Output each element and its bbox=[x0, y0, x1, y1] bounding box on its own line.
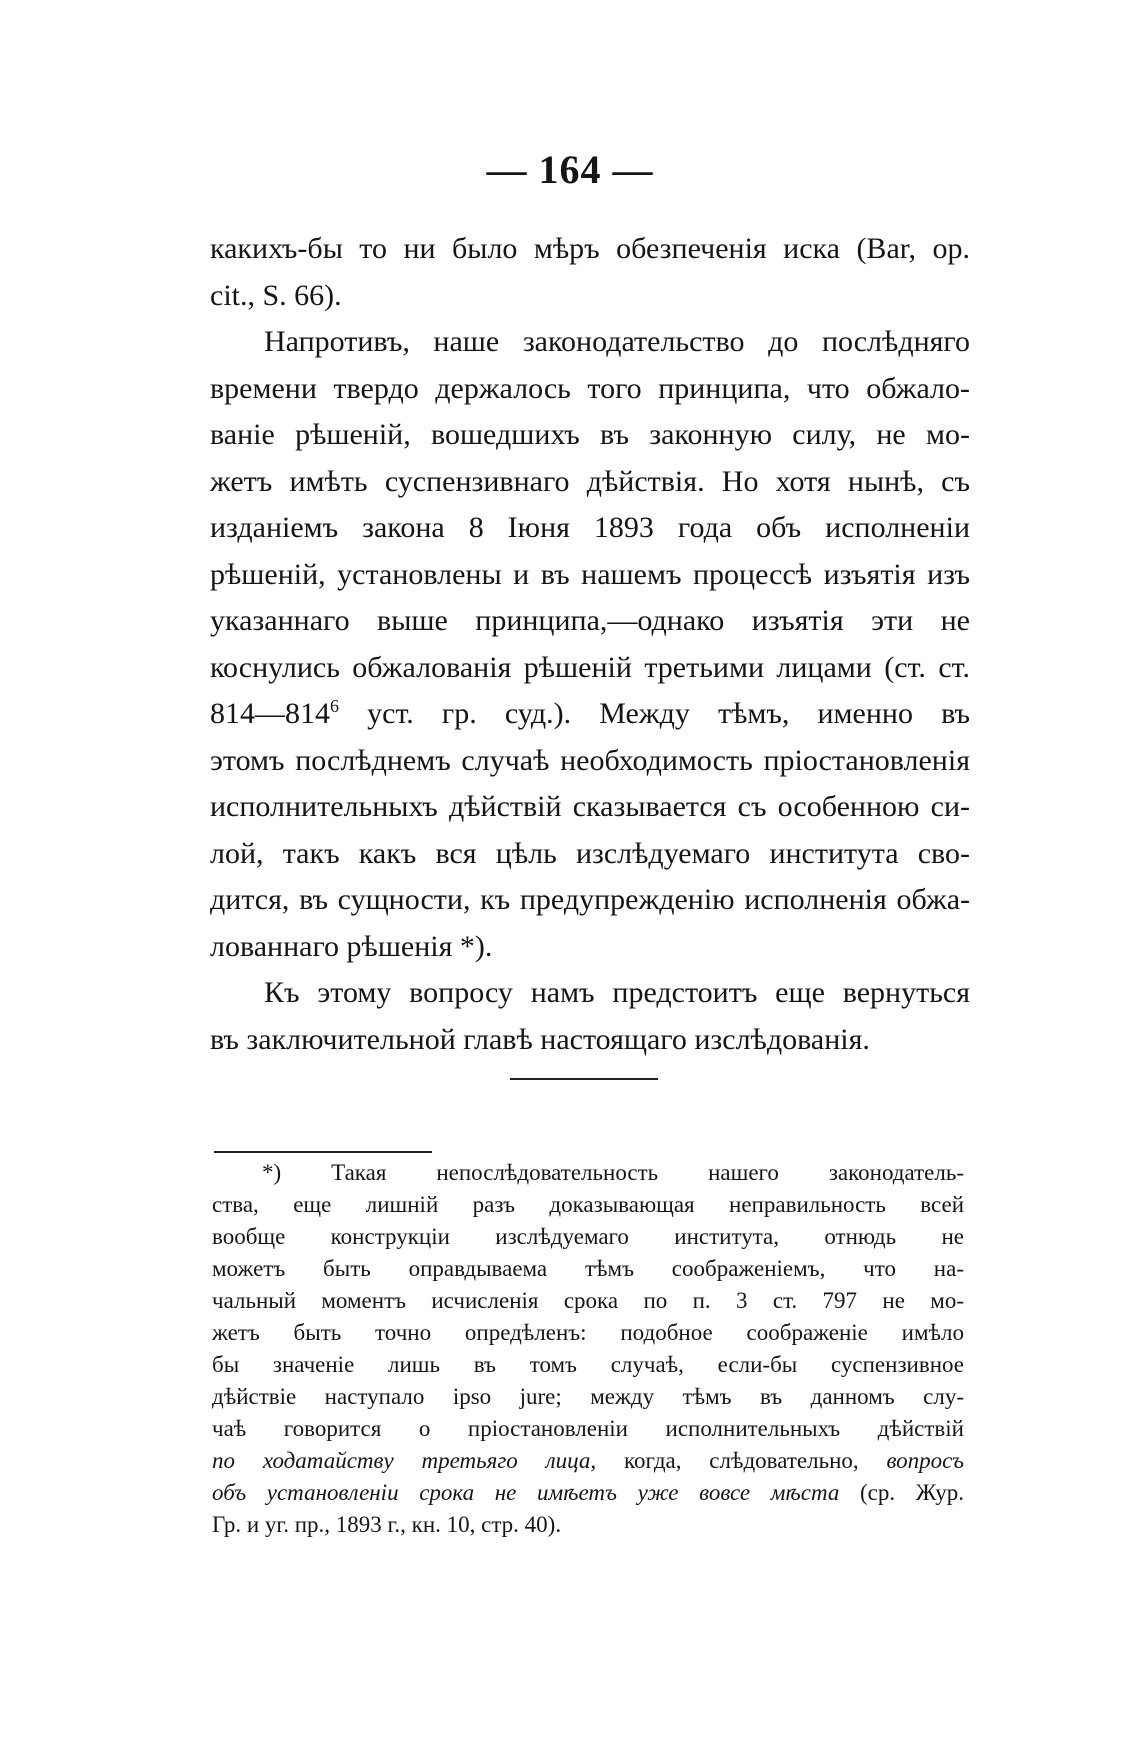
text-line: времени твердо держалось того принципа, что обжало- bbox=[210, 371, 970, 405]
text-fragment: (ср. Жур. bbox=[839, 1480, 964, 1505]
text-fragment: 814—814 bbox=[210, 697, 330, 730]
text-fragment: уст. гр. суд.). Между тѣмъ, именно въ bbox=[339, 697, 970, 730]
text-line: дится, въ сущности, къ предупрежденію исполненія обжа- bbox=[210, 883, 970, 916]
text-line: рѣшеній, установлены и въ нашемъ процессѣ изъятія изъ bbox=[210, 557, 970, 591]
footnote-line: ства, еще лишній разъ доказывающая неправильность всей bbox=[212, 1192, 964, 1217]
footnote-line-mixed bbox=[212, 1445, 964, 1477]
footnote-line: вообще конструкціи изслѣдуемаго института, отнюдь не bbox=[212, 1224, 964, 1249]
footnote-line: бы значеніе лишь въ томъ случаѣ, если-бы суспензивное bbox=[212, 1352, 964, 1377]
text-line: жетъ имѣть суспензивнаго дѣйствія. Но хотя нынѣ, съ bbox=[210, 464, 970, 498]
footnote-divider bbox=[214, 1151, 432, 1153]
footnote-line: чальный моментъ исчисленія срока по п. 3 ст. 797 не мо- bbox=[212, 1288, 964, 1313]
text-line: коснулись обжалованія рѣшеній третьими лицами (ст. ст. bbox=[210, 650, 970, 684]
footnote-line-mixed bbox=[212, 1477, 964, 1509]
footnote-line: жетъ быть точно опредѣленъ: подобное соображеніе имѣло bbox=[212, 1320, 964, 1345]
footnote-line: можетъ быть оправдываема тѣмъ соображеніемъ, что на- bbox=[212, 1256, 964, 1281]
footnote-line: дѣйствіе наступало ipso jure; между тѣмъ въ данномъ слу- bbox=[212, 1384, 964, 1409]
paragraph-2 bbox=[210, 319, 970, 970]
text-line: Къ этому вопросу намъ предстоитъ еще вернуться bbox=[264, 976, 970, 1009]
text-line: исполнительныхъ дѣйствій сказывается съ особенною си- bbox=[210, 790, 970, 823]
text-line: изданіемъ закона 8 Іюня 1893 года объ исполненіи bbox=[210, 511, 970, 544]
superscript: 6 bbox=[330, 696, 339, 716]
main-text bbox=[210, 226, 970, 1063]
page-number: — 164 — bbox=[486, 147, 654, 192]
text-line: этомъ послѣднемъ случаѣ необходимость пріостановленія bbox=[210, 743, 970, 777]
text-line: указаннаго выше принципа,—однако изъятія эти не bbox=[210, 604, 970, 637]
paragraph-1 bbox=[210, 226, 970, 319]
text-line-with-superscript bbox=[210, 691, 970, 738]
paragraph-3 bbox=[210, 970, 970, 1063]
text-line: въ заключительной главѣ настоящаго изслѣдованія. bbox=[210, 1022, 870, 1056]
text-line: какихъ-бы то ни было мѣръ обезпеченія иска (Bar, op. bbox=[210, 232, 970, 265]
text-line: лованнаго рѣшенія *). bbox=[210, 929, 493, 963]
footnote-line: *) Такая непослѣдовательность нашего законодатель- bbox=[262, 1160, 964, 1185]
text-line: Напротивъ, наше законодательство до послѣдняго bbox=[264, 325, 970, 358]
text-line: лой, такъ какъ вся цѣль изслѣдуемаго института сво- bbox=[210, 836, 970, 870]
italic-fragment: по ходатайству третьяго лица, bbox=[212, 1448, 597, 1473]
italic-fragment: объ установленіи срока не имѣетъ уже вовсе мѣста bbox=[212, 1480, 840, 1505]
text-line: ваніе рѣшеній, вошедшихъ въ законную силу, не мо- bbox=[210, 418, 970, 451]
footnote-line: Гр. и уг. пр., 1893 г., кн. 10, стр. 40). bbox=[212, 1512, 562, 1537]
footnote bbox=[212, 1157, 964, 1541]
footnote-line: чаѣ говорится о пріостановленіи исполнительныхъ дѣйствій bbox=[212, 1416, 964, 1441]
italic-fragment: вопросъ bbox=[886, 1448, 964, 1473]
text-fragment: когда, слѣдовательно, bbox=[596, 1448, 887, 1473]
section-divider bbox=[510, 1078, 658, 1080]
text-line: cit., S. 66). bbox=[210, 278, 342, 312]
